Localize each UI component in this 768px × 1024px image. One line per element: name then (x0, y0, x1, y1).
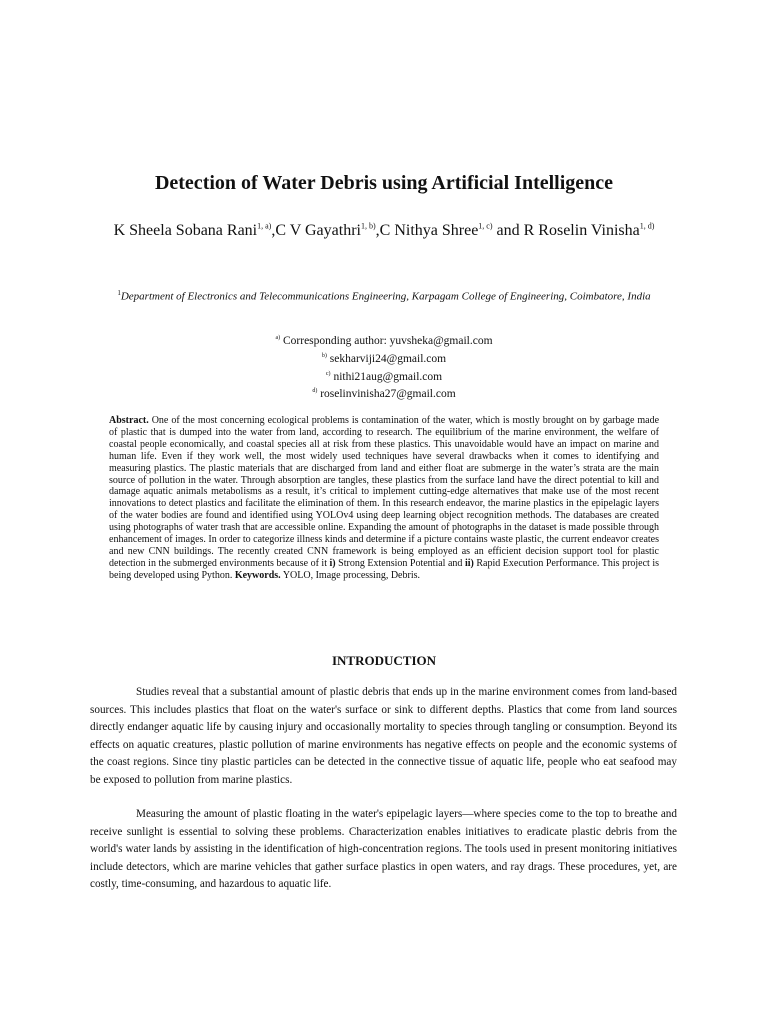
email-text: nithi21aug@gmail.com (333, 370, 443, 383)
author-affiliation-mark: 1, c) (478, 221, 493, 231)
email-mark: c) (325, 370, 331, 377)
affiliation-mark: 1 (117, 289, 121, 297)
author-list (100, 220, 668, 242)
author-affiliation-mark: 1, b) (360, 221, 376, 231)
section-heading: INTRODUCTION (331, 653, 436, 668)
keywords-text: YOLO, Image processing, Debris. (282, 569, 420, 581)
body-paragraph: Measuring the amount of plastic floating in the water's epipelagic layers—where species come to the top to breathe and receive sunlight is essential to solving these problems. Characterization enables initiatives to eradicate plastic debris from the world's water lands by assisting in the identification of high-concentration regions. The tools used in present monitoring initiatives include detectors, which are marine vehicles that gather surface plastics in open waters, and ray drags. These procedures, yet, are costly, time-consuming, and hazardous to aquatic life. (90, 808, 677, 891)
email-mark: a) (275, 335, 281, 341)
author-name: C V Gayathri (275, 222, 361, 239)
email-text: roselinvinisha27@gmail.com (320, 388, 456, 401)
author-affiliation-mark: 1, d) (639, 221, 655, 231)
email-mark: b) (321, 352, 327, 359)
email-list (0, 331, 768, 402)
email-text: Corresponding author: yuvsheka@gmail.com (282, 334, 493, 347)
author-name: C Nithya Shree (379, 222, 479, 239)
abstract-marker: i) (329, 557, 336, 569)
abstract-marker: ii) (464, 557, 474, 569)
author-separator: , (271, 222, 276, 239)
email-line (0, 384, 768, 402)
abstract (109, 415, 659, 582)
email-line (0, 367, 768, 385)
abstract-text: One of the most concerning ecological problems is contamination of the water, which is mostly brought on by garbage made of plastic that is dumped into the water from land, according to research. The equilibrium of the marine environment, the welfare of coastal people economically, and coastal species all at risk from these plastics. This unavoidable would have an impact on marine and human life. Even if they work well, the most widely used techniques have several drawbacks when it comes to identifying and measuring plastics. The plastic materials that are discharged from land and either float are submerge in the water’s strata are the main source of pollution in the water. Through absorption are tangles, these plastics from the surface land have the direct potential to kill and damage aquatic animals metabolisms as a result, it’s critical to implement cutting-edge alternatives that make use of the most recent innovations to detect plastics and facilitate the elimination of them. In this research endeavor, the marine plastics in the epipelagic layers of the water bodies are found and identified using YOLOv4 using deep learning object recognition methods. The databases are created using photographs of water trash that are accessible online. Expanding the amount of photographs in the dataset is made possible through enhancement of images. In order to categorize illness kinds and determine if a picture contains waste plastic, the current endeavor creates and new CNN buildings. The recently created CNN framework is being employed as an efficient decision support tool for plastic detection in the submerged environments because of it (109, 415, 660, 569)
email-line (0, 331, 768, 349)
author-name: R Roselin Vinisha (523, 222, 640, 239)
abstract-text: Strong Extension Potential and (338, 557, 463, 569)
abstract-text: Rapid Execution Performance. This project is being developed using Python. (109, 557, 660, 581)
keywords-label: Keywords. (234, 569, 281, 581)
author-separator: , (375, 222, 380, 239)
email-text: sekharviji24@gmail.com (329, 352, 447, 365)
author-separator: and (492, 222, 524, 239)
abstract-label: Abstract. (109, 415, 149, 426)
body-paragraph: Studies reveal that a substantial amount of plastic debris that ends up in the marine environment comes from land-based sources. This includes plastics that float on the water's surface or sink to different depths. Plastics that come from land sources directly endanger aquatic life by causing injury and occasionally mortality to species through tangling or consumption. Beyond its effects on aquatic creatures, plastic pollution of marine environments has negative effects on people and the economic systems of the coast regions. Since tiny plastic particles can be detected in the connective tissue of aquatic life, people who eat seafood may be exposed to pollution from marine plastics. (90, 686, 677, 786)
author-name: K Sheela Sobana Rani (113, 222, 258, 239)
author-affiliation-mark: 1, a) (257, 221, 272, 231)
affiliation-text: Department of Electronics and Telecommunications Engineering, Karpagam College of Engineering, Coimbatore, India (120, 290, 651, 303)
email-mark: d) (312, 388, 318, 395)
affiliation (80, 285, 688, 305)
paper-title: Detection of Water Debris using Artificial Intelligence (154, 172, 614, 194)
email-line (0, 349, 768, 367)
